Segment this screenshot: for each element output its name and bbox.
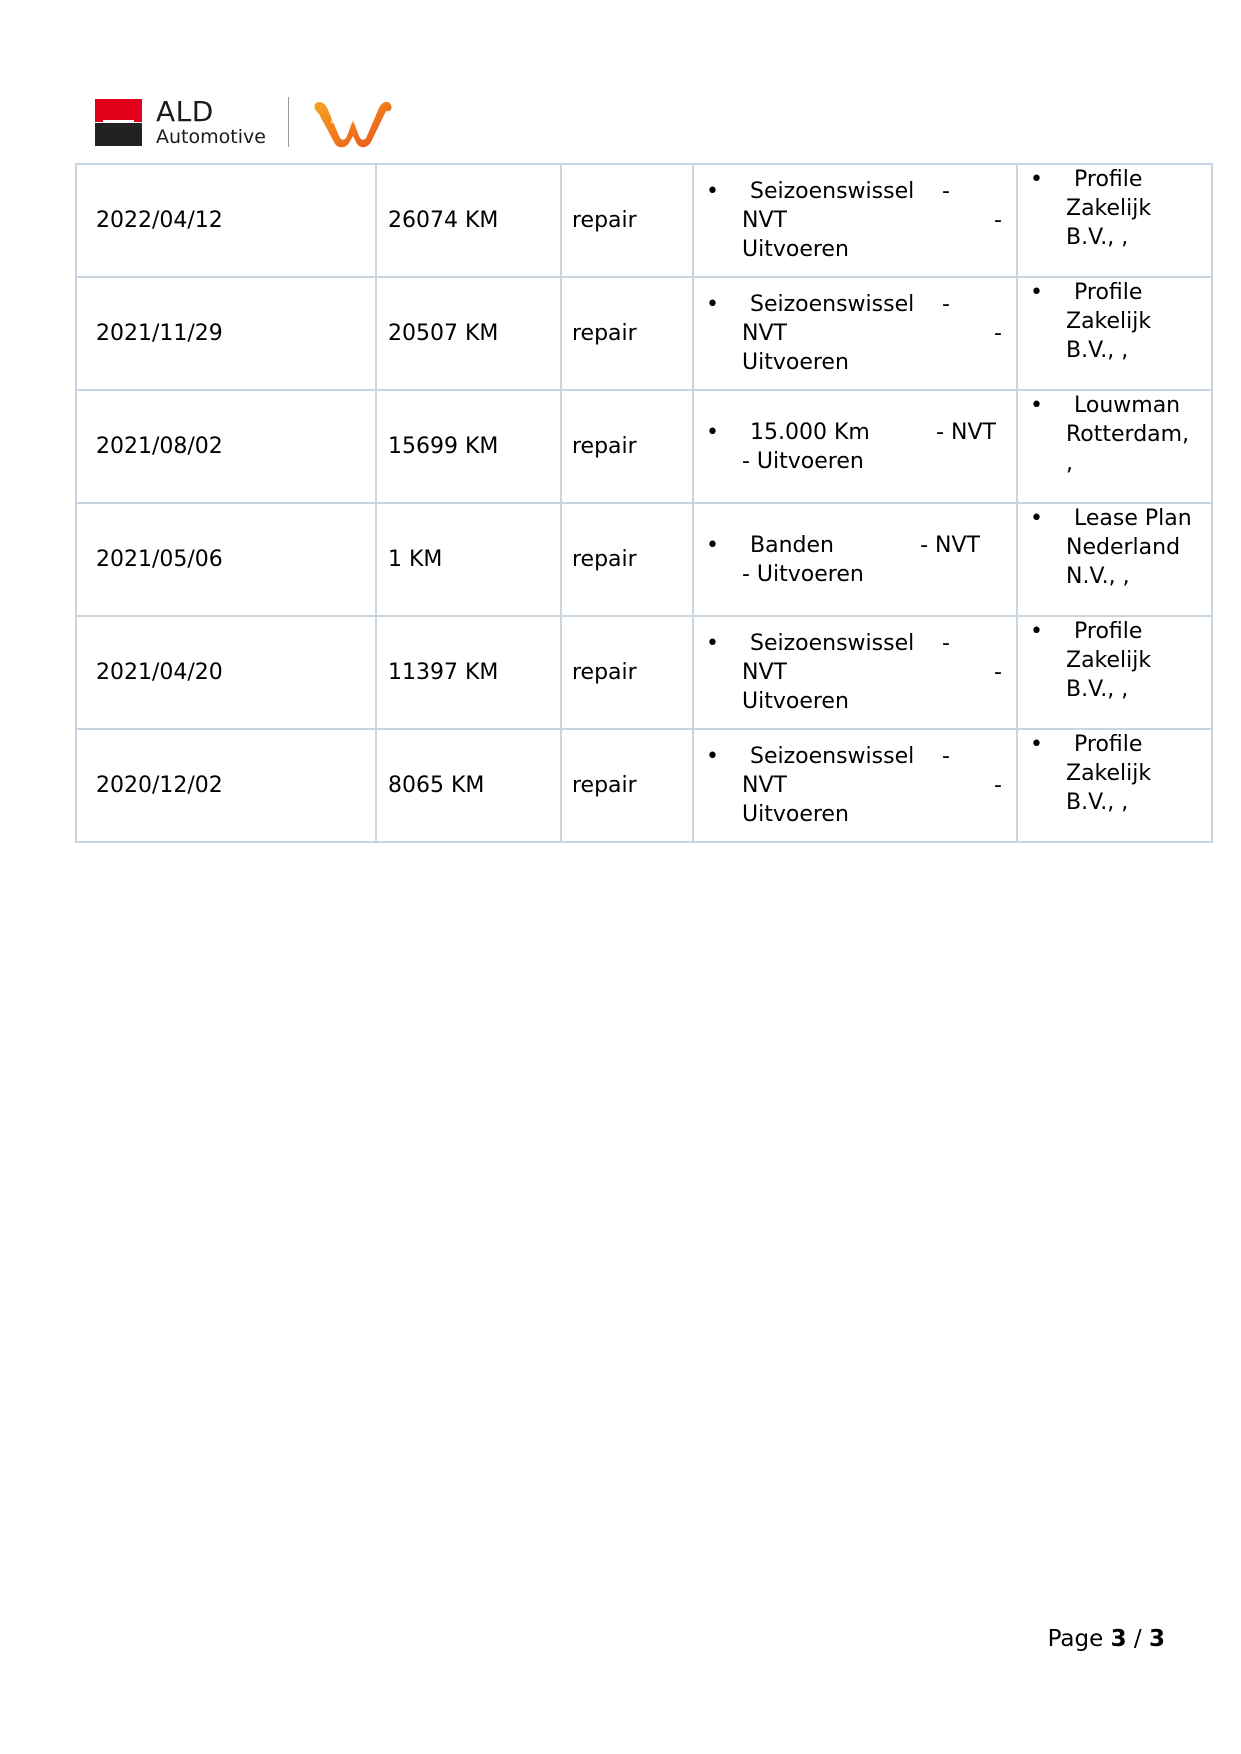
- bullet-icon: •: [706, 179, 719, 204]
- mileage-cell: 26074 KM: [376, 164, 561, 277]
- page-number: [1048, 1626, 1165, 1652]
- date-cell: 2020/12/02: [76, 729, 376, 842]
- description-dash: - NVT: [936, 419, 996, 445]
- description-status: NVT: [742, 208, 787, 233]
- type-cell: repair: [561, 390, 693, 503]
- description-dash: -: [942, 744, 950, 769]
- provider-name: Zakelijk: [1066, 648, 1152, 673]
- description-action: Uitvoeren: [742, 689, 849, 714]
- description-status: NVT: [742, 321, 787, 346]
- description-cell: [693, 729, 1017, 842]
- bullet-icon: •: [706, 631, 719, 656]
- provider-cell: [1017, 616, 1212, 729]
- description-cell: [693, 503, 1017, 616]
- description-dash: -: [994, 321, 1002, 346]
- bullet-icon: •: [1030, 393, 1043, 418]
- provider-name: Zakelijk: [1066, 761, 1152, 786]
- provider-cell: [1017, 503, 1212, 616]
- description-cell: [693, 164, 1017, 277]
- description-cell: [693, 390, 1017, 503]
- description-item: 15.000 Km: [750, 419, 870, 445]
- description-action: - Uitvoeren: [742, 448, 864, 474]
- description-dash: -: [994, 773, 1002, 798]
- table-row: [76, 390, 1212, 503]
- provider-name: N.V., ,: [1066, 564, 1130, 589]
- current-page: 3: [1110, 1626, 1127, 1652]
- mileage-cell: 15699 KM: [376, 390, 561, 503]
- type-cell: repair: [561, 616, 693, 729]
- mileage-cell: 11397 KM: [376, 616, 561, 729]
- description-dash: -: [942, 292, 950, 317]
- bullet-icon: •: [706, 292, 719, 317]
- type-cell: repair: [561, 164, 693, 277]
- page-separator: /: [1133, 1626, 1142, 1652]
- total-pages: 3: [1148, 1626, 1165, 1652]
- description-dash: - NVT: [920, 532, 980, 558]
- description-item: Seizoenswissel: [750, 631, 915, 656]
- provider-name: Zakelijk: [1066, 309, 1152, 334]
- description-dash: -: [942, 179, 950, 204]
- bullet-icon: •: [1030, 619, 1043, 644]
- bullet-icon: •: [1030, 280, 1043, 305]
- provider-name: B.V., ,: [1066, 338, 1129, 363]
- mileage-cell: 1 KM: [376, 503, 561, 616]
- type-cell: repair: [561, 503, 693, 616]
- date-cell: 2021/08/02: [76, 390, 376, 503]
- description-status: NVT: [742, 660, 787, 685]
- description-item: Banden: [750, 532, 834, 558]
- maintenance-history-table: [75, 163, 1213, 843]
- provider-cell: [1017, 729, 1212, 842]
- provider-name: B.V., ,: [1066, 677, 1129, 702]
- provider-cell: [1017, 277, 1212, 390]
- type-cell: repair: [561, 729, 693, 842]
- description-action: Uitvoeren: [742, 237, 849, 262]
- provider-cell: [1017, 390, 1212, 503]
- provider-name: Zakelijk: [1066, 196, 1152, 221]
- date-cell: 2021/11/29: [76, 277, 376, 390]
- description-action: Uitvoeren: [742, 802, 849, 827]
- provider-name: Profile: [1074, 732, 1143, 757]
- mileage-cell: 20507 KM: [376, 277, 561, 390]
- brand-subtitle: Automotive: [156, 125, 266, 148]
- mileage-cell: 8065 KM: [376, 729, 561, 842]
- table-row: [76, 616, 1212, 729]
- provider-cell: [1017, 164, 1212, 277]
- bullet-icon: •: [1030, 167, 1043, 192]
- provider-name: Nederland: [1066, 535, 1181, 560]
- description-item: Seizoenswissel: [750, 179, 915, 204]
- description-cell: [693, 277, 1017, 390]
- provider-name: Rotterdam,: [1066, 422, 1190, 447]
- brand-name: ALD: [156, 94, 214, 128]
- table-row: [76, 729, 1212, 842]
- description-item: Seizoenswissel: [750, 744, 915, 769]
- description-dash: -: [942, 631, 950, 656]
- bullet-icon: •: [1030, 732, 1043, 757]
- bullet-icon: •: [706, 419, 719, 445]
- table-row: [76, 164, 1212, 277]
- ald-logo-icon: [95, 99, 142, 146]
- provider-name: Profile: [1074, 167, 1143, 192]
- description-status: NVT: [742, 773, 787, 798]
- bullet-icon: •: [1030, 506, 1043, 531]
- date-cell: 2021/05/06: [76, 503, 376, 616]
- provider-name: Profile: [1074, 280, 1143, 305]
- description-dash: -: [994, 208, 1002, 233]
- type-cell: repair: [561, 277, 693, 390]
- provider-name: B.V., ,: [1066, 790, 1129, 815]
- description-cell: [693, 616, 1017, 729]
- description-action: - Uitvoeren: [742, 561, 864, 587]
- provider-name: Profile: [1074, 619, 1143, 644]
- ald-wordmark: [156, 94, 266, 148]
- description-action: Uitvoeren: [742, 350, 849, 375]
- bullet-icon: •: [706, 744, 719, 769]
- provider-name: B.V., ,: [1066, 225, 1129, 250]
- provider-name: Louwman: [1074, 393, 1181, 418]
- table-row: [76, 277, 1212, 390]
- date-cell: 2021/04/20: [76, 616, 376, 729]
- provider-name: ,: [1066, 451, 1073, 476]
- page-label: Page: [1047, 1626, 1104, 1652]
- leaseplan-logo-text: LeasePlan: [330, 116, 372, 125]
- date-cell: 2022/04/12: [76, 164, 376, 277]
- provider-name: Lease Plan: [1074, 506, 1192, 531]
- description-item: Seizoenswissel: [750, 292, 915, 317]
- header-logos: [95, 94, 395, 150]
- bullet-icon: •: [706, 532, 719, 558]
- description-dash: -: [994, 660, 1002, 685]
- logo-divider: [288, 97, 289, 147]
- table-row: [76, 503, 1212, 616]
- leaseplan-logo-icon: [309, 96, 395, 148]
